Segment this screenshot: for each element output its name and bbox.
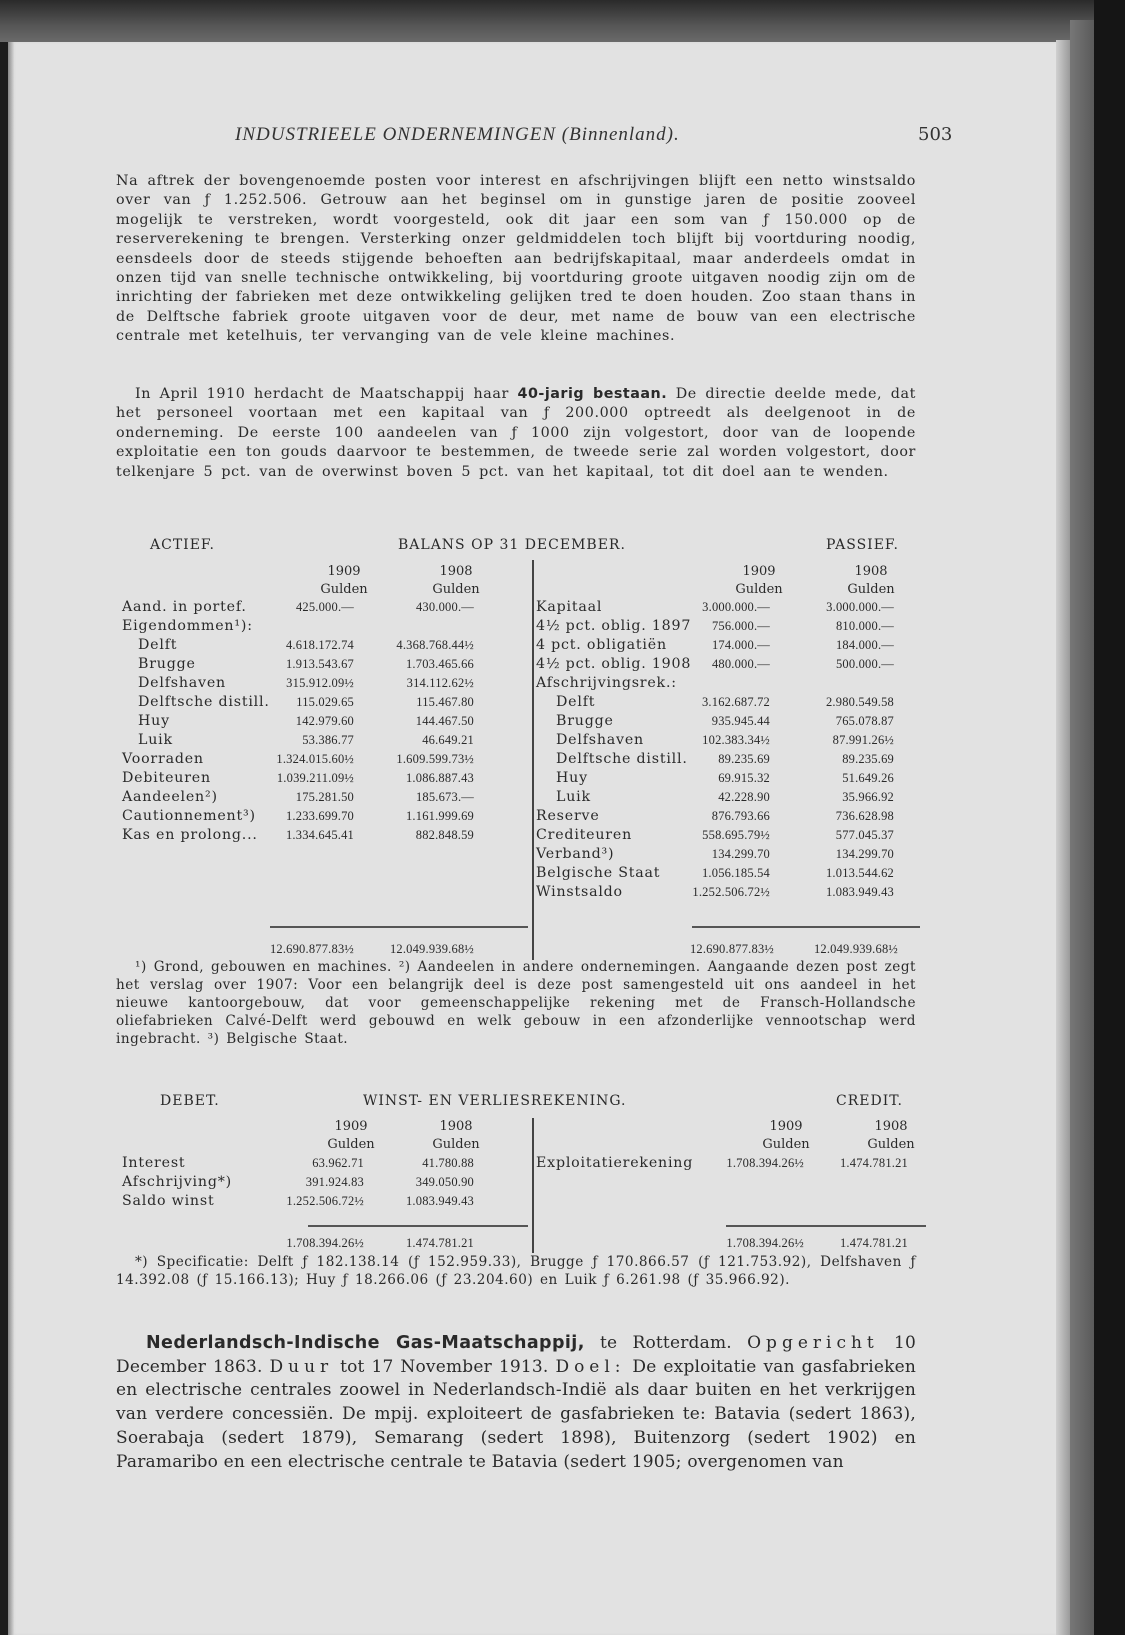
assets-total-1908: 12.049.939.68½: [389, 942, 474, 956]
asset-row-1909: 4.618.172.74: [285, 638, 354, 652]
asset-row-1909: 115.029.65: [296, 695, 354, 709]
asset-row-1909: 53.386.77: [302, 733, 354, 747]
credit-col-1909: [741, 1118, 831, 1154]
debit-total-1908: 1.474.781.21: [405, 1236, 474, 1250]
company-entry: [116, 1332, 916, 1474]
liabilities-total-1909: 12.690.877.83½: [689, 942, 774, 956]
anniversary-highlight: 40-jarig bestaan.: [517, 386, 668, 402]
liability-row-label: Reserve: [536, 808, 600, 824]
asset-row-1908: 882.848.59: [415, 828, 474, 842]
asset-row-label: Kas en prolong...: [122, 827, 258, 843]
year-label: 1909: [327, 564, 361, 579]
liability-row-1908: 1.013.544.62: [825, 866, 894, 880]
asset-row-label: Delfshaven: [138, 675, 226, 691]
balance-divider: [532, 560, 534, 960]
liability-row-1909: 480.000.—: [711, 657, 770, 671]
liability-row-1908: 134.299.70: [835, 847, 894, 861]
liability-row-label: Delfshaven: [556, 732, 644, 748]
liability-row-1908: 3.000.000.—: [826, 600, 894, 614]
founded-value: 10 December 1863.: [116, 1333, 917, 1377]
liability-row-1909: 876.793.66: [711, 809, 770, 823]
debit-row-1909: 391.924.83: [305, 1175, 364, 1189]
liability-row-1909: 3.000.000.—: [702, 600, 770, 614]
duration-value: tot 17 November 1913.: [333, 1356, 556, 1377]
assets-col-1909: [299, 563, 389, 599]
asset-row-1909: 175.281.50: [295, 790, 354, 804]
unit-label: Gulden: [432, 1137, 480, 1152]
asset-row-1908: 1.703.465.66: [405, 657, 474, 671]
intro-text-2b: De directie deelde mede, dat het personeel voortaan met een kapitaal van ƒ 200.000 optreedt als deelgenoot in de onderneming. De eerste 100 aandeelen van ƒ 1000 zijn volgestort, door van de loopende exploitatie een ton gouds daarvoor te bestemmen, de tweede serie zal worden volgestort, door telkenjare 5 pct. van de overwinst boven 5 pct. van het kapitaal, tot dit doel aan te wenden.: [116, 386, 916, 480]
asset-row-label: Luik: [138, 732, 173, 748]
liability-row-1908: 736.628.98: [835, 809, 894, 823]
company-location: te Rotterdam.: [584, 1333, 732, 1353]
asset-row-label: Cautionnement³): [122, 808, 256, 824]
pl-footnote: [116, 1253, 916, 1289]
credit-row-1908: 1.474.781.21: [839, 1156, 908, 1170]
balance-footnote-text: ¹) Grond, gebouwen en machines. ²) Aandeelen in andere ondernemingen. Aangaande dezen post zegt het verslag over 1907: Voor een belangrijk deel is deze post samengesteld uit ons aandeel in het nieuwe kantoorgebouw, dat voor gemeenschappelijke rekening met de Fransch-Hollandsche oliefabrieken Calvé-Delft werd gebouwd en welk gebouw in een afzonderlijke vennootschap werd ingebracht. ³) Belgische Staat.: [116, 959, 916, 1047]
pl-title: WINST- EN VERLIESREKENING.: [363, 1093, 627, 1109]
credit-total-rule: [726, 1225, 926, 1227]
asset-row-1909: 1.039.211.09½: [276, 771, 354, 785]
asset-row-1909: 1.913.543.67: [285, 657, 354, 671]
liability-row-1908: 87.991.26½: [832, 733, 894, 747]
year-label: 1908: [854, 564, 888, 579]
debit-row-label: Interest: [122, 1155, 186, 1171]
liability-row-1908: 1.083.949.43: [825, 885, 894, 899]
year-label: 1909: [334, 1119, 368, 1134]
liability-row-label: Delftsche distill.: [556, 751, 688, 767]
scan-top-edge: [0, 0, 1125, 42]
asset-row-1909: 142.979.60: [295, 714, 354, 728]
liability-row-1908: 810.000.—: [835, 619, 894, 633]
pl-divider: [532, 1118, 534, 1253]
liability-row-1909: 134.299.70: [711, 847, 770, 861]
page-edge: [1056, 40, 1070, 1635]
company-description: De exploitatie van gasfabrieken en electrische centrales zoowel in Nederlandsch-Indië als daar buiten en het verkrijgen van verdere concessiën. De mpij. exploiteert de gasfabrieken te: Batavia (sedert 1863), Soerabaja (sedert 1879), Semarang (sedert 1898), Buitenzorg (sedert 1902) en Paramaribo en een electrische centrale te Batavia (sedert 1905; overgenomen van: [116, 1356, 917, 1472]
running-title: INDUSTRIEELE ONDERNEMINGEN (Binnenland).: [235, 124, 680, 145]
year-label: 1908: [439, 564, 473, 579]
asset-row-label: Aandeelen²): [122, 789, 218, 805]
assets-total-1909: 12.690.877.83½: [269, 942, 354, 956]
book-block-edge: [1070, 20, 1094, 1635]
liability-row-label: Winstsaldo: [536, 884, 623, 900]
debit-total-rule: [308, 1225, 528, 1227]
asset-row-1908: 430.000.—: [415, 600, 474, 614]
founded-label: Opgericht: [747, 1333, 879, 1353]
page-gutter-shadow: [8, 42, 14, 1635]
liab-col-1909: [714, 563, 804, 599]
asset-row-label: Huy: [138, 713, 170, 729]
liability-row-label: Afschrijvingsrek.:: [536, 675, 677, 691]
asset-row-label: Aand. in portef.: [122, 599, 247, 615]
passief-heading: PASSIEF.: [826, 537, 899, 553]
asset-row-1909: 425.000.—: [295, 600, 354, 614]
liab-col-1908: [826, 563, 916, 599]
pl-footnote-text: *) Specificatie: Delft ƒ 182.138.14 (ƒ 152.959.33), Brugge ƒ 170.866.57 (ƒ 121.753.92), Delfshaven ƒ 14.392.08 (ƒ 15.166.13); Huy ƒ 18.266.06 (ƒ 23.204.60) en Luik ƒ 6.261.98 (ƒ 35.966.92).: [116, 1254, 916, 1288]
balance-footnotes: [116, 958, 916, 1048]
duration-label: Duur: [269, 1356, 334, 1377]
liability-row-label: 4½ pct. oblig. 1908: [536, 656, 692, 672]
asset-row-label: Delftsche distill.: [138, 694, 270, 710]
liability-row-label: Belgische Staat: [536, 865, 661, 881]
asset-row-1908: 185.673.—: [415, 790, 474, 804]
unit-label: Gulden: [762, 1137, 810, 1152]
assets-col-1908: [411, 563, 501, 599]
debit-row-1908: 41.780.88: [422, 1156, 474, 1170]
scan-background: [1094, 0, 1125, 1635]
credit-total-1909: 1.708.394.26½: [726, 1236, 804, 1250]
asset-row-1909: 1.334.645.41: [285, 828, 354, 842]
debit-row-label: Afschrijving*): [122, 1174, 232, 1190]
liability-row-label: Delft: [556, 694, 596, 710]
asset-row-1908: 1.086.887.43: [405, 771, 474, 785]
liability-row-label: Huy: [556, 770, 588, 786]
goal-label: Doel:: [555, 1356, 626, 1377]
liability-row-1909: 756.000.—: [711, 619, 770, 633]
liability-row-1909: 1.252.506.72½: [692, 885, 770, 899]
liability-row-1909: 69.915.32: [718, 771, 770, 785]
liability-row-1909: 102.383.34½: [702, 733, 770, 747]
page-number: 503: [918, 124, 953, 145]
asset-row-1909: 1.233.699.70: [285, 809, 354, 823]
year-label: 1908: [439, 1119, 473, 1134]
intro-paragraph-2: [116, 385, 916, 482]
liability-row-1908: 765.078.87: [835, 714, 894, 728]
liability-row-1908: 500.000.—: [835, 657, 894, 671]
debit-row-1909: 1.252.506.72½: [286, 1194, 364, 1208]
balance-title: BALANS OP 31 DECEMBER.: [398, 537, 626, 553]
debit-row-1908: 1.083.949.43: [405, 1194, 474, 1208]
asset-row-1908: 1.161.999.69: [405, 809, 474, 823]
debit-row-label: Saldo winst: [122, 1193, 215, 1209]
asset-row-1908: 144.467.50: [415, 714, 474, 728]
debit-col-1908: [411, 1118, 501, 1154]
asset-row-label: Voorraden: [122, 751, 204, 767]
liabilities-total-1908: 12.049.939.68½: [813, 942, 898, 956]
liability-row-label: Luik: [556, 789, 591, 805]
asset-row-1908: 46.649.21: [422, 733, 474, 747]
asset-row-1909: 1.324.015.60½: [276, 752, 354, 766]
liability-row-label: 4½ pct. oblig. 1897: [536, 618, 692, 634]
asset-row-1908: 115.467.80: [416, 695, 474, 709]
liability-row-label: Crediteuren: [536, 827, 633, 843]
liability-row-1909: 42.228.90: [718, 790, 770, 804]
debit-col-1909: [306, 1118, 396, 1154]
year-label: 1909: [769, 1119, 803, 1134]
asset-row-1908: 1.609.599.73½: [396, 752, 474, 766]
asset-row-1908: 4.368.768.44½: [396, 638, 474, 652]
credit-heading: CREDIT.: [836, 1093, 903, 1109]
actief-heading: ACTIEF.: [150, 537, 215, 553]
debit-row-1908: 349.050.90: [415, 1175, 474, 1189]
unit-label: Gulden: [327, 1137, 375, 1152]
liability-row-1909: 558.695.79½: [702, 828, 770, 842]
unit-label: Gulden: [867, 1137, 915, 1152]
liability-row-1909: 1.056.185.54: [701, 866, 770, 880]
asset-row-label: Eigendommen¹):: [122, 618, 253, 634]
liability-row-1908: 577.045.37: [835, 828, 894, 842]
liability-row-label: Verband³): [536, 846, 615, 862]
asset-row-1909: 315.912.09½: [286, 676, 354, 690]
unit-label: Gulden: [320, 582, 368, 597]
liability-row-1909: 3.162.687.72: [701, 695, 770, 709]
liability-row-1909: 174.000.—: [711, 638, 770, 652]
assets-total-rule: [270, 926, 528, 928]
liability-row-1908: 184.000.—: [835, 638, 894, 652]
asset-row-label: Delft: [138, 637, 178, 653]
liability-row-1908: 89.235.69: [842, 752, 894, 766]
credit-row-1909: 1.708.394.26½: [726, 1156, 804, 1170]
liability-row-1908: 2.980.549.58: [825, 695, 894, 709]
liability-row-label: Brugge: [556, 713, 614, 729]
liability-row-1909: 935.945.44: [711, 714, 770, 728]
liability-row-label: 4 pct. obligatiën: [536, 637, 667, 653]
unit-label: Gulden: [847, 582, 895, 597]
debit-total-1909: 1.708.394.26½: [286, 1236, 364, 1250]
year-label: 1909: [742, 564, 776, 579]
liability-row-label: Kapitaal: [536, 599, 603, 615]
credit-col-1908: [846, 1118, 936, 1154]
intro-text-1: Na aftrek der bovengenoemde posten voor interest en afschrijvingen blijft een netto winstsaldo over van ƒ 1.252.506. Getrouw aan het beginsel om in gunstige jaren de positie zooveel mogelijk te verstreken, wordt voorgesteld, ook dit jaar een som van ƒ 150.000 op de reserverekening te brengen. Versterking onzer geldmiddelen toch blijft bij voortduring noodig, eensdeels door de steeds stijgende behoeften aan bedrijfskapitaal, maar anderdeels omdat in onzen tijd van snelle technische ontwikkeling, bij voortduring groote uitgaven noodig zijn om de inrichting der fabrieken met deze ontwikkeling gelijken tred te doen houden. Zoo staan thans in de Delftsche fabriek groote uitgaven voor de deur, met name de bouw van een electrische centrale met ketelhuis, ter vervanging van de vele kleine machines.: [116, 173, 916, 345]
credit-row-label: Exploitatierekening: [536, 1155, 694, 1171]
asset-row-label: Brugge: [138, 656, 196, 672]
debit-row-1909: 63.962.71: [312, 1156, 364, 1170]
liability-row-1908: 35.966.92: [842, 790, 894, 804]
asset-row-label: Debiteuren: [122, 770, 211, 786]
intro-paragraph-1: [116, 172, 916, 347]
debet-heading: DEBET.: [160, 1093, 220, 1109]
credit-total-1908: 1.474.781.21: [839, 1236, 908, 1250]
asset-row-1908: 314.112.62½: [406, 676, 474, 690]
unit-label: Gulden: [432, 582, 480, 597]
company-name: Nederlandsch-Indische Gas-Maatschappij,: [146, 1333, 585, 1353]
unit-label: Gulden: [735, 582, 783, 597]
liabilities-total-rule: [692, 926, 920, 928]
liability-row-1909: 89.235.69: [718, 752, 770, 766]
liability-row-1908: 51.649.26: [842, 771, 894, 785]
intro-text-2a: In April 1910 herdacht de Maatschappij haar: [135, 386, 518, 402]
year-label: 1908: [874, 1119, 908, 1134]
